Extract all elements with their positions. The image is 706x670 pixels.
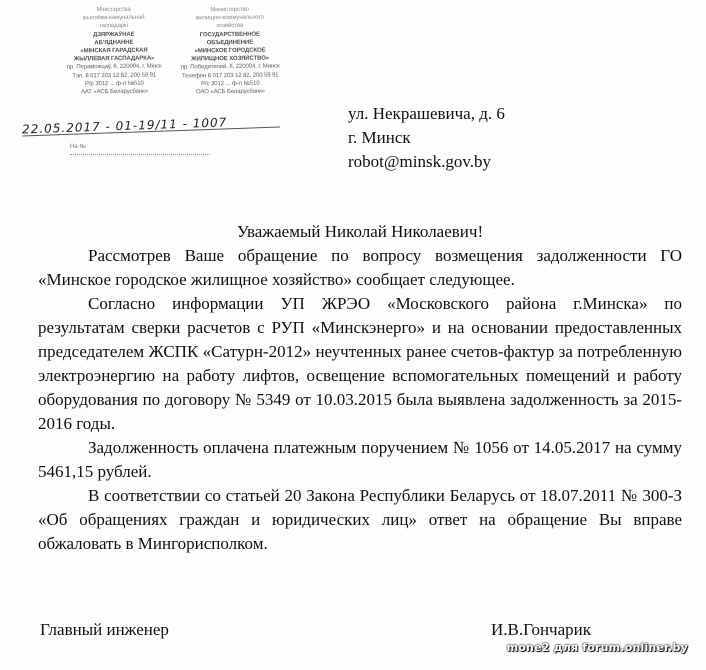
letterhead-line: ОБЪЕДИНЕНИЕ xyxy=(206,39,254,47)
watermark: mone2 для forum.onliner.by xyxy=(506,641,688,654)
letterhead-line: Р/р 3012 ... ф-л №510 xyxy=(84,80,144,88)
letter-body xyxy=(38,220,682,556)
letterhead-line: ЖЫЛЛЁВАЯ ГАСПАДАРКА» xyxy=(73,55,155,63)
letterhead-line: пр. Пераможцаў, 6, 220004, г. Мінск xyxy=(66,63,162,71)
reference-number-label: На № xyxy=(70,144,86,150)
letterhead-line: жыллёва-камунальнай xyxy=(82,14,145,22)
letterhead-line: ГОСУДАРСТВЕННОЕ xyxy=(199,31,260,38)
letterhead-line: Р/с 3012 ... ф-л №510 xyxy=(201,80,260,88)
letterhead-line: хозяйства xyxy=(216,23,244,30)
letter-paragraph: Согласно информации УП ЖРЭО «Московского района г.Минска» по результатам сверки расчетов с РУП «Минскэнерго» и на основании предоставленных председателем ЖСПК «Сатурн-2012» неучтенных ранее счетов-фактур за потребленную электроэнергию на работу лифтов, освещение вспомогательных помещений и работу оборудования по договору № 5349 от 10.03.2015 была выявлена задолженность за 2015-2016 годы. xyxy=(38,294,682,433)
letterhead-line: «МІНСКАЯ ГАРАДСКАЯ xyxy=(80,47,148,55)
registration-handwritten xyxy=(22,114,280,139)
letter-paragraph: В соответствии со статьей 20 Закона Республики Беларусь от 18.07.2011 № 300-З «Об обращениях граждан и юридических лиц» ответ на обращение Вы вправе обжаловать в Мингорисполком. xyxy=(38,486,682,553)
recipient-address xyxy=(348,102,505,174)
letterhead-line: Телефон 8 017 203 12 82, 200 59 91 xyxy=(181,72,279,80)
letterhead-line: ЖИЛИЩНОЕ ХОЗЯЙСТВО» xyxy=(191,55,270,63)
signer-name: И.В.Гончарик xyxy=(491,620,591,639)
letterhead xyxy=(8,4,280,152)
letterhead-line: Министерство xyxy=(210,6,249,14)
letterhead-line: пр. Победителей, 6, 220004, г. Минск xyxy=(180,63,280,71)
letterhead-line: гаспадаркі xyxy=(99,23,128,30)
address-email: robot@minsk.gov.by xyxy=(348,152,491,171)
letter-paragraph: Задолженность оплачена платежным поручением № 1056 от 14.05.2017 на сумму 5461,15 рублей. xyxy=(38,438,682,481)
registration-number: 22.05.2017 - 01-19/11 - 1007 xyxy=(21,115,228,137)
letterhead-line: ААТ «АСБ Беларусбанк» xyxy=(80,88,148,96)
reference-number-line xyxy=(70,144,210,155)
address-city: г. Минск xyxy=(348,128,411,147)
letterhead-line: жилищно-коммунального xyxy=(195,14,264,22)
letterhead-russian-block xyxy=(176,5,285,96)
signer-title: Главный инженер xyxy=(40,620,169,639)
letterhead-line: Міністэрства xyxy=(96,6,131,14)
letter-greeting: Уважаемый Николай Николаевич! xyxy=(236,222,484,241)
letter-paragraph: Рассмотрев Ваше обращение по вопросу возмещения задолженности ГО «Минское городское жилищное хозяйство» сообщает следующее. xyxy=(38,246,682,289)
letterhead-line: ОАО «АСБ Беларусбанк» xyxy=(195,88,265,96)
letterhead-line: «МИНСКОЕ ГОРОДСКОЕ xyxy=(194,47,266,55)
letterhead-belarusian-block xyxy=(60,5,169,96)
address-street: ул. Некрашевича, д. 6 xyxy=(348,104,505,123)
letterhead-line: ДЗЯРЖАЎНАЕ xyxy=(93,31,135,38)
letterhead-line: АБ'ЯДНАННЕ xyxy=(94,39,134,47)
letterhead-line: Тэл. 8 017 203 12 82, 200 59 91 xyxy=(72,72,157,80)
